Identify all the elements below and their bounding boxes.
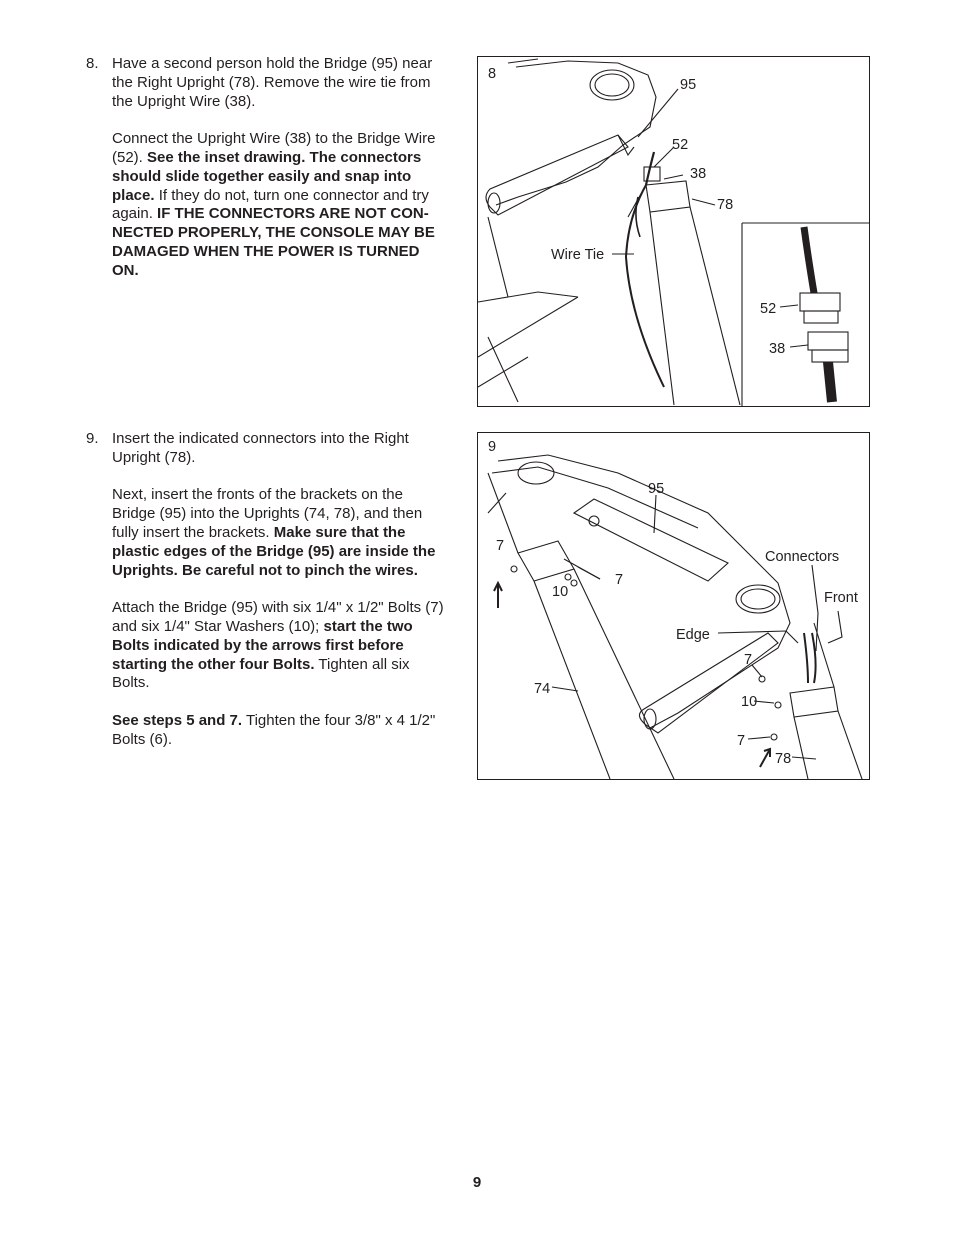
step-paragraph xyxy=(112,599,448,693)
label-edge: Edge xyxy=(676,627,710,643)
text-run: Insert the indicated connectors into the Right Upright (78). xyxy=(112,430,409,466)
label-bolt-right-b: 7 xyxy=(737,733,746,749)
step-8 xyxy=(86,55,448,299)
label-bolt-right-a: 7 xyxy=(744,652,753,668)
label-right-upright: 78 xyxy=(717,197,734,213)
step-body xyxy=(112,55,448,281)
step-body xyxy=(112,430,448,750)
label-wire-tie: Wire Tie xyxy=(551,247,605,263)
label-bridge: 95 xyxy=(680,77,697,93)
text-run: Next, insert the fronts of the brackets on the Bridge (95) into the Uprights (74, 78), and then fully insert the brackets. xyxy=(112,486,423,541)
label-bridge: 95 xyxy=(648,481,665,497)
step-number: 9. xyxy=(86,430,99,447)
figure-number: 9 xyxy=(488,439,497,455)
figure-8 xyxy=(477,56,870,407)
bold-text: start the two Bolts indicated by the arrows first before starting the other four Bolts. xyxy=(112,617,413,673)
step-number: 8. xyxy=(86,55,99,72)
label-inset-upright-wire: 38 xyxy=(769,341,786,357)
label-upright-wire: 38 xyxy=(690,166,707,182)
step-paragraph xyxy=(112,430,448,468)
label-bolt-left-a: 7 xyxy=(496,538,505,554)
label-inset-bridge-wire: 52 xyxy=(760,301,777,317)
step-paragraph xyxy=(112,130,448,280)
step-paragraph xyxy=(112,55,448,111)
step-9 xyxy=(86,430,448,768)
text-run: Connect the Upright Wire (38) to the Bridge Wire (52). xyxy=(112,130,436,166)
bold-text: Make sure that the plastic edges of the Bridge (95) are inside the Uprights. Be careful not to pinch the wires. xyxy=(112,523,436,579)
label-right-upright: 78 xyxy=(775,751,792,767)
step-paragraph xyxy=(112,712,448,750)
text-run: Attach the Bridge (95) with six 1/4" x 1/2" Bolts (7) and six 1/4" Star Washers (10); xyxy=(112,599,444,635)
bold-text: See the inset drawing. The connectors should slide together easily and snap into place. xyxy=(112,148,422,204)
label-front: Front xyxy=(824,590,858,606)
figure-8-drawing xyxy=(478,57,869,406)
text-run: Tighten the four 3/8" x 4 1/2" Bolts (6). xyxy=(112,711,436,748)
bold-text: IF THE CONNECTORS ARE NOT CON-NECTED PROPERLY, THE CONSOLE MAY BE DAMAGED WHEN THE POWER IS TURNED ON. xyxy=(112,205,435,279)
step-paragraph xyxy=(112,486,448,580)
label-bridge-wire: 52 xyxy=(672,137,689,153)
label-connectors: Connectors xyxy=(765,549,840,565)
label-washer-right: 10 xyxy=(741,694,758,710)
text-run: Tighten all six Bolts. xyxy=(112,655,410,692)
figure-number: 8 xyxy=(488,66,497,82)
label-bolt-left-b: 7 xyxy=(615,572,624,588)
bold-text: See steps 5 and 7. xyxy=(112,711,243,729)
text-run: If they do not, turn one connector and try again. xyxy=(112,186,429,223)
figure-9 xyxy=(477,432,870,780)
figure-9-drawing xyxy=(478,433,869,779)
label-washer-left: 10 xyxy=(552,584,569,600)
text-run: Have a second person hold the Bridge (95) near the Right Upright (78). Remove the wire tie from the Upright Wire (38). xyxy=(112,55,433,110)
page-number: 9 xyxy=(472,1174,482,1191)
label-left-upright: 74 xyxy=(534,681,551,697)
